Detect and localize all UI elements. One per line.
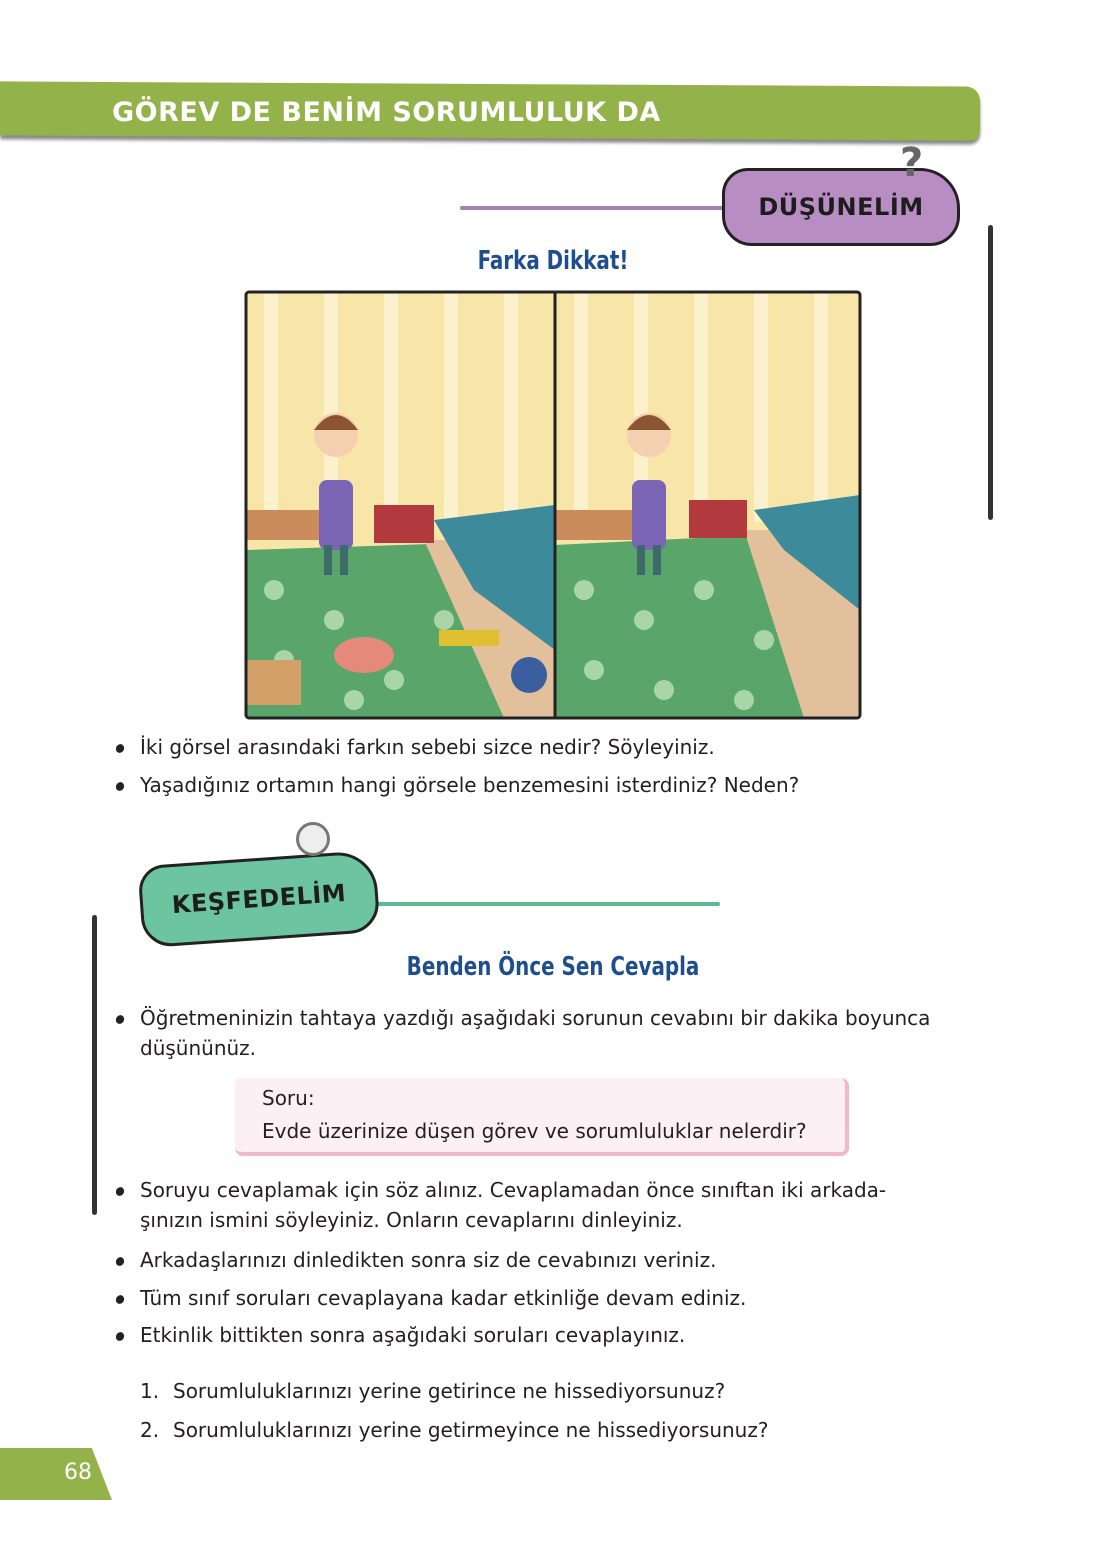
bullet-text: Yaşadığınız ortamın hangi görsele benzemesini isterdiniz? Neden? xyxy=(140,773,800,797)
dusunelim-badge: DÜŞÜNELİM xyxy=(722,168,960,246)
bullet-item xyxy=(140,732,715,762)
bullet-item xyxy=(140,1320,685,1350)
bullet-item xyxy=(140,1283,746,1313)
question-text: Sorumluluklarınızı yerine getirmeyince ne hissediyorsunuz? xyxy=(173,1418,769,1442)
section-subtitle: Farka Dikkat! xyxy=(477,246,629,276)
bullet-text: Tüm sınıf soruları cevaplayana kadar etkinliğe devam ediniz. xyxy=(140,1286,747,1310)
bullet-icon xyxy=(114,1331,125,1343)
bullet-icon xyxy=(114,781,125,793)
question-label: Soru: xyxy=(262,1086,315,1110)
question-text: Sorumluluklarınızı yerine getirince ne hissediyorsunuz? xyxy=(173,1379,726,1403)
page-title: GÖREV DE BENİM SORUMLULUK DA xyxy=(112,97,661,128)
bullet-icon xyxy=(114,1294,125,1306)
bullet-icon xyxy=(114,1014,125,1026)
bullet-icon xyxy=(114,743,125,755)
page-number-tab xyxy=(0,1448,112,1500)
bullet-item xyxy=(140,1175,970,1235)
teal-rule xyxy=(360,902,720,906)
bullet-icon xyxy=(114,1256,125,1268)
purple-rule xyxy=(460,206,730,210)
bullet-text: İki görsel arasındaki farkın sebebi sizce nedir? Söyleyiniz. xyxy=(140,735,715,759)
bullet-item xyxy=(140,1245,716,1275)
room-comparison-illustration xyxy=(244,290,862,720)
bullet-text: şınızın ismini söyleyiniz. Onların cevaplarını dinleyiniz. xyxy=(140,1208,683,1232)
magnifier-icon xyxy=(296,822,330,856)
question-box xyxy=(235,1078,849,1156)
question-mark-icon: ? xyxy=(900,140,924,186)
bullet-item xyxy=(140,1003,970,1063)
bullet-text: düşününüz. xyxy=(140,1036,257,1060)
bullet-text: Arkadaşlarınızı dinledikten sonra siz de cevabınızı veriniz. xyxy=(140,1248,717,1272)
bullet-item xyxy=(140,770,799,800)
question-text: Evde üzerinize düşen görev ve sorumluluklar nelerdir? xyxy=(262,1119,807,1143)
bullet-text: Soruyu cevaplamak için söz alınız. Cevaplamadan önce sınıftan iki arkada- xyxy=(140,1178,887,1202)
tidy-room xyxy=(555,292,860,718)
section-subtitle: Benden Önce Sen Cevapla xyxy=(406,952,700,982)
bullet-text: Etkinlik bittikten sonra aşağıdaki soruları cevaplayınız. xyxy=(140,1323,686,1347)
numbered-question xyxy=(140,1415,769,1445)
bullet-icon xyxy=(114,1186,125,1198)
numbered-question xyxy=(140,1376,726,1406)
kesfedelim-badge: KEŞFEDELİM xyxy=(137,850,380,948)
question-number: 1. xyxy=(140,1379,160,1403)
page-number: 68 xyxy=(64,1460,92,1485)
messy-room xyxy=(246,292,555,718)
question-number: 2. xyxy=(140,1418,160,1442)
bullet-text: Öğretmeninizin tahtaya yazdığı aşağıdaki sorunun cevabını bir dakika boyunca xyxy=(140,1006,931,1030)
